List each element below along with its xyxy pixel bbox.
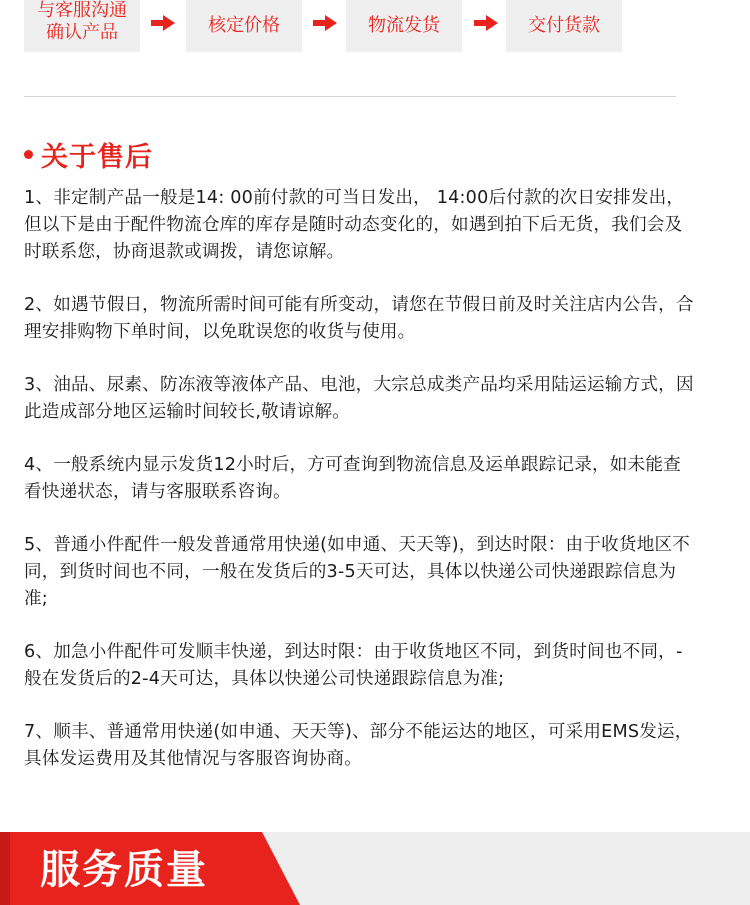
step-label: 物流发货 (368, 15, 440, 36)
policy-item: 7、顺丰、普通常用快递(如申通、天天等)、部分不能运达的地区，可采用EMS发运，具体发运费用及其他情况与客服咨询协商。 (24, 722, 693, 769)
policy-item: 6、加急小件配件可发顺丰快递，到达时限：由于收货地区不同，到货时间也不同，-般在发货后的2-4天可达，具体以快递公司快递跟踪信息为准; (24, 642, 683, 689)
step-label: 核定价格 (208, 15, 280, 36)
policy-item: 3、油品、尿素、防冻液等液体产品、电池，大宗总成类产品均采用陆运运输方式，因此造成部分地区运输时间较长,敬请谅解。 (24, 375, 694, 422)
step-label: 交付货款 (528, 15, 600, 36)
policy-item: 5、普通小件配件一般发普通常用快递(如申通、天天等)，到达时限：由于收货地区不同，到货时间也不同，一般在发货后的3-5天可达，具体以快递公司快递跟踪信息为准; (24, 535, 691, 609)
section-divider (24, 96, 676, 97)
service-quality-banner (0, 832, 750, 905)
right-arrow-icon (313, 15, 337, 31)
right-arrow-icon (474, 15, 498, 31)
after-sales-heading (24, 134, 153, 174)
bullet-dot-icon (24, 150, 33, 159)
right-arrow-icon (151, 15, 175, 31)
after-sales-policy-list (24, 185, 694, 799)
step-verify-price (186, 0, 302, 52)
policy-item: 1、非定制产品一般是14: 00前付款的可当日发出， 14:00后付款的次日安排发出，但以下是由于配件物流仓库的库存是随时动态变化的，如遇到拍下后无货，我们会及时联系您，协商退款或调拨，请您谅解。 (24, 188, 685, 262)
policy-item: 4、一般系统内显示发货12小时后，方可查询到物流信息及运单跟踪记录，如未能查看快递状态，请与客服联系咨询。 (24, 455, 681, 502)
step-logistics-shipping (346, 0, 462, 52)
after-sales-title: 关于售后 (41, 141, 153, 173)
step-label: 与客服沟通 确认产品 (37, 0, 127, 43)
step-confirm-product (24, 0, 140, 52)
process-steps (0, 0, 750, 52)
step-payment (506, 0, 622, 52)
service-quality-title: 服务质量 (40, 847, 208, 893)
policy-item: 2、如遇节假日，物流所需时间可能有所变动，请您在节假日前及时关注店内公告，合理安排购物下单时间，以免耽误您的收货与使用。 (24, 295, 694, 342)
